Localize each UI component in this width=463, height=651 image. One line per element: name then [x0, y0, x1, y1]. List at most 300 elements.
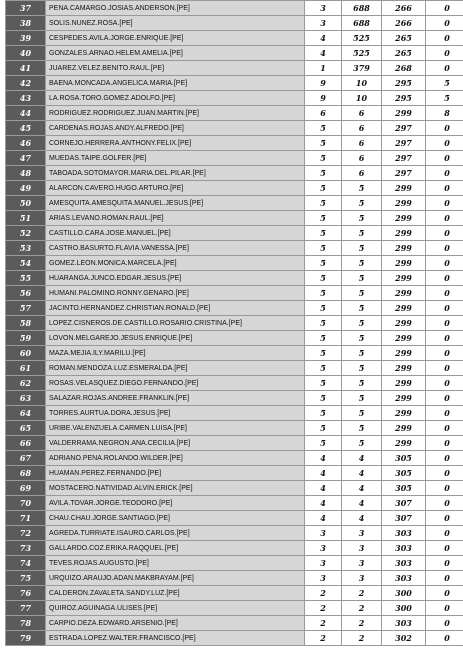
- value-1-cell: 5: [305, 286, 342, 301]
- value-1-cell: 5: [305, 166, 342, 181]
- rank-cell: 71: [6, 511, 46, 526]
- value-2-cell: 6: [342, 106, 382, 121]
- value-2-cell: 4: [342, 511, 382, 526]
- value-3-cell: 299: [382, 436, 426, 451]
- table-row: [6, 571, 463, 586]
- value-3-cell: 299: [382, 316, 426, 331]
- value-1-cell: 5: [305, 196, 342, 211]
- table-row: [6, 436, 463, 451]
- player-name-cell: AGREDA.TURRIATE.ISAURO.CARLOS.[PE]: [46, 526, 305, 541]
- value-4-cell: 0: [426, 436, 463, 451]
- table-row: [6, 91, 463, 106]
- value-1-cell: 5: [305, 331, 342, 346]
- table-row: [6, 541, 463, 556]
- value-3-cell: 299: [382, 241, 426, 256]
- table-row: [6, 316, 463, 331]
- value-1-cell: 5: [305, 316, 342, 331]
- table-row: [6, 301, 463, 316]
- rank-cell: 41: [6, 61, 46, 76]
- player-name-cell: GOMEZ.LEON.MONICA.MARCELA.[PE]: [46, 256, 305, 271]
- value-3-cell: 295: [382, 76, 426, 91]
- value-1-cell: 2: [305, 601, 342, 616]
- value-4-cell: 0: [426, 571, 463, 586]
- table-row: [6, 61, 463, 76]
- value-3-cell: 297: [382, 121, 426, 136]
- table-row: [6, 616, 463, 631]
- value-4-cell: 0: [426, 451, 463, 466]
- player-name-cell: GONZALES.ARNAO.HELEM.AMELIA.[PE]: [46, 46, 305, 61]
- results-table-body: [6, 1, 463, 646]
- rank-cell: 62: [6, 376, 46, 391]
- player-name-cell: ADRIANO.PENA.ROLANDO.WILDER.[PE]: [46, 451, 305, 466]
- rank-cell: 69: [6, 481, 46, 496]
- value-1-cell: 2: [305, 586, 342, 601]
- value-4-cell: 0: [426, 256, 463, 271]
- player-name-cell: GALLARDO.COZ.ERIKA.RAQQUEL.[PE]: [46, 541, 305, 556]
- value-2-cell: 3: [342, 526, 382, 541]
- value-3-cell: 297: [382, 136, 426, 151]
- table-row: [6, 376, 463, 391]
- value-4-cell: 0: [426, 511, 463, 526]
- player-name-cell: HUARANGA.JUNCO.EDGAR.JESUS.[PE]: [46, 271, 305, 286]
- table-row: [6, 451, 463, 466]
- rank-cell: 45: [6, 121, 46, 136]
- value-2-cell: 4: [342, 481, 382, 496]
- value-2-cell: 525: [342, 46, 382, 61]
- value-1-cell: 3: [305, 541, 342, 556]
- value-1-cell: 5: [305, 241, 342, 256]
- rank-cell: 43: [6, 91, 46, 106]
- value-3-cell: 297: [382, 166, 426, 181]
- value-1-cell: 4: [305, 466, 342, 481]
- rank-cell: 70: [6, 496, 46, 511]
- value-2-cell: 5: [342, 241, 382, 256]
- value-2-cell: 10: [342, 76, 382, 91]
- player-name-cell: MOSTACERO.NATIVIDAD.ALVIN.ERICK.[PE]: [46, 481, 305, 496]
- value-3-cell: 299: [382, 196, 426, 211]
- value-1-cell: 5: [305, 436, 342, 451]
- value-3-cell: 265: [382, 46, 426, 61]
- table-row: [6, 511, 463, 526]
- table-row: [6, 241, 463, 256]
- player-name-cell: URQUIZO.ARAUJO.ADAN.MAKBRAYAM.[PE]: [46, 571, 305, 586]
- value-1-cell: 5: [305, 211, 342, 226]
- player-name-cell: MUEDAS.TAIPE.GOLFER.[PE]: [46, 151, 305, 166]
- value-3-cell: 299: [382, 406, 426, 421]
- value-2-cell: 5: [342, 181, 382, 196]
- table-row: [6, 526, 463, 541]
- player-name-cell: CORNEJO.HERRERA.ANTHONY.FELIX.[PE]: [46, 136, 305, 151]
- rank-cell: 42: [6, 76, 46, 91]
- table-row: [6, 466, 463, 481]
- player-name-cell: ROSAS.VELASQUEZ.DIEGO.FERNANDO.[PE]: [46, 376, 305, 391]
- rank-cell: 54: [6, 256, 46, 271]
- value-3-cell: 305: [382, 481, 426, 496]
- value-2-cell: 5: [342, 226, 382, 241]
- value-2-cell: 5: [342, 406, 382, 421]
- value-1-cell: 5: [305, 136, 342, 151]
- player-name-cell: MAZA.MEJIA.ILY.MARILU.[PE]: [46, 346, 305, 361]
- value-2-cell: 4: [342, 466, 382, 481]
- table-row: [6, 631, 463, 646]
- player-name-cell: CESPEDES.AVILA.JORGE.ENRIQUE.[PE]: [46, 31, 305, 46]
- rank-cell: 67: [6, 451, 46, 466]
- rank-cell: 64: [6, 406, 46, 421]
- rank-cell: 59: [6, 331, 46, 346]
- value-2-cell: 5: [342, 346, 382, 361]
- player-name-cell: CHAU.CHAU.JORGE.SANTIAGO.[PE]: [46, 511, 305, 526]
- value-4-cell: 0: [426, 226, 463, 241]
- value-3-cell: 299: [382, 226, 426, 241]
- player-name-cell: LOPEZ.CISNEROS.DE.CASTILLO.ROSARIO.CRISTINA.[PE]: [46, 316, 305, 331]
- value-4-cell: 0: [426, 631, 463, 646]
- value-1-cell: 5: [305, 301, 342, 316]
- value-1-cell: 3: [305, 571, 342, 586]
- value-4-cell: 0: [426, 361, 463, 376]
- value-4-cell: 0: [426, 376, 463, 391]
- value-1-cell: 9: [305, 76, 342, 91]
- value-3-cell: 299: [382, 346, 426, 361]
- value-2-cell: 688: [342, 16, 382, 31]
- player-name-cell: RODRIGUEZ.RODRIGUEZ.JUAN.MARTIN.[PE]: [46, 106, 305, 121]
- rank-cell: 56: [6, 286, 46, 301]
- table-row: [6, 346, 463, 361]
- value-4-cell: 5: [426, 76, 463, 91]
- value-3-cell: 299: [382, 331, 426, 346]
- player-name-cell: CALDERON.ZAVALETA.SANDY.LUZ.[PE]: [46, 586, 305, 601]
- player-name-cell: ARIAS.LEVANO.ROMAN.RAUL.[PE]: [46, 211, 305, 226]
- value-1-cell: 4: [305, 511, 342, 526]
- value-3-cell: 295: [382, 91, 426, 106]
- rank-cell: 72: [6, 526, 46, 541]
- value-1-cell: 5: [305, 271, 342, 286]
- value-3-cell: 299: [382, 361, 426, 376]
- rank-cell: 50: [6, 196, 46, 211]
- table-row: [6, 196, 463, 211]
- player-name-cell: LOVON.MELGAREJO.JESUS.ENRIQUE.[PE]: [46, 331, 305, 346]
- table-row: [6, 121, 463, 136]
- value-4-cell: 0: [426, 1, 463, 16]
- player-name-cell: HUAMAN.PEREZ.FERNANDO.[PE]: [46, 466, 305, 481]
- value-3-cell: 299: [382, 271, 426, 286]
- value-2-cell: 6: [342, 121, 382, 136]
- player-name-cell: CASTILLO.CARA.JOSE.MANUEL.[PE]: [46, 226, 305, 241]
- value-2-cell: 6: [342, 136, 382, 151]
- value-4-cell: 0: [426, 316, 463, 331]
- table-row: [6, 361, 463, 376]
- player-name-cell: BAENA.MONCADA.ANGELICA.MARIA.[PE]: [46, 76, 305, 91]
- value-4-cell: 0: [426, 391, 463, 406]
- rank-cell: 38: [6, 16, 46, 31]
- value-3-cell: 307: [382, 496, 426, 511]
- value-1-cell: 5: [305, 421, 342, 436]
- rank-cell: 66: [6, 436, 46, 451]
- value-4-cell: 0: [426, 31, 463, 46]
- value-1-cell: 3: [305, 556, 342, 571]
- table-row: [6, 256, 463, 271]
- value-1-cell: 4: [305, 451, 342, 466]
- rank-cell: 49: [6, 181, 46, 196]
- value-1-cell: 5: [305, 346, 342, 361]
- value-1-cell: 5: [305, 361, 342, 376]
- value-1-cell: 1: [305, 61, 342, 76]
- value-3-cell: 305: [382, 451, 426, 466]
- value-4-cell: 0: [426, 286, 463, 301]
- player-name-cell: TORRES.AURTUA.DORA.JESUS.[PE]: [46, 406, 305, 421]
- value-4-cell: 0: [426, 271, 463, 286]
- rank-cell: 53: [6, 241, 46, 256]
- rank-cell: 44: [6, 106, 46, 121]
- table-row: [6, 601, 463, 616]
- rank-cell: 78: [6, 616, 46, 631]
- value-2-cell: 2: [342, 616, 382, 631]
- table-row: [6, 151, 463, 166]
- table-row: [6, 391, 463, 406]
- value-1-cell: 4: [305, 481, 342, 496]
- table-row: [6, 166, 463, 181]
- value-4-cell: 0: [426, 421, 463, 436]
- table-row: [6, 286, 463, 301]
- value-4-cell: 0: [426, 301, 463, 316]
- value-3-cell: 300: [382, 586, 426, 601]
- player-name-cell: JUAREZ.VELEZ.BENITO.RAUL.[PE]: [46, 61, 305, 76]
- value-4-cell: 0: [426, 346, 463, 361]
- value-1-cell: 4: [305, 46, 342, 61]
- value-4-cell: 0: [426, 586, 463, 601]
- value-2-cell: 5: [342, 301, 382, 316]
- value-2-cell: 379: [342, 61, 382, 76]
- value-3-cell: 299: [382, 256, 426, 271]
- rank-cell: 77: [6, 601, 46, 616]
- value-3-cell: 299: [382, 106, 426, 121]
- table-row: [6, 421, 463, 436]
- player-name-cell: CARDENAS.ROJAS.ANDY.ALFREDO.[PE]: [46, 121, 305, 136]
- value-3-cell: 307: [382, 511, 426, 526]
- value-4-cell: 0: [426, 166, 463, 181]
- value-3-cell: 303: [382, 526, 426, 541]
- value-1-cell: 3: [305, 1, 342, 16]
- value-4-cell: 0: [426, 211, 463, 226]
- table-row: [6, 106, 463, 121]
- value-2-cell: 5: [342, 286, 382, 301]
- rank-cell: 75: [6, 571, 46, 586]
- value-2-cell: 2: [342, 586, 382, 601]
- value-4-cell: 0: [426, 406, 463, 421]
- value-4-cell: 0: [426, 466, 463, 481]
- value-2-cell: 3: [342, 556, 382, 571]
- table-row: [6, 76, 463, 91]
- value-2-cell: 5: [342, 376, 382, 391]
- value-2-cell: 6: [342, 166, 382, 181]
- table-row: [6, 271, 463, 286]
- rank-cell: 63: [6, 391, 46, 406]
- value-1-cell: 5: [305, 121, 342, 136]
- table-row: [6, 46, 463, 61]
- value-2-cell: 10: [342, 91, 382, 106]
- value-2-cell: 5: [342, 316, 382, 331]
- rank-cell: 58: [6, 316, 46, 331]
- value-2-cell: 3: [342, 571, 382, 586]
- value-1-cell: 4: [305, 496, 342, 511]
- value-3-cell: 303: [382, 556, 426, 571]
- value-4-cell: 0: [426, 121, 463, 136]
- value-2-cell: 4: [342, 496, 382, 511]
- rank-cell: 39: [6, 31, 46, 46]
- value-2-cell: 5: [342, 211, 382, 226]
- rank-cell: 37: [6, 1, 46, 16]
- player-name-cell: PENA.CAMARGO.JOSIAS.ANDERSON.[PE]: [46, 1, 305, 16]
- value-4-cell: 0: [426, 616, 463, 631]
- value-1-cell: 2: [305, 616, 342, 631]
- value-1-cell: 5: [305, 256, 342, 271]
- value-3-cell: 268: [382, 61, 426, 76]
- value-1-cell: 9: [305, 91, 342, 106]
- player-name-cell: CARPIO.DEZA.EDWARD.ARSENIO.[PE]: [46, 616, 305, 631]
- value-3-cell: 266: [382, 1, 426, 16]
- value-3-cell: 299: [382, 301, 426, 316]
- value-1-cell: 2: [305, 631, 342, 646]
- value-2-cell: 4: [342, 451, 382, 466]
- player-name-cell: SOLIS.NUNEZ.ROSA.[PE]: [46, 16, 305, 31]
- value-4-cell: 0: [426, 151, 463, 166]
- player-name-cell: VALDERRAMA.NEGRON.ANA.CECILIA.[PE]: [46, 436, 305, 451]
- value-2-cell: 5: [342, 391, 382, 406]
- rank-cell: 73: [6, 541, 46, 556]
- table-row: [6, 211, 463, 226]
- value-2-cell: 2: [342, 631, 382, 646]
- rank-cell: 40: [6, 46, 46, 61]
- value-2-cell: 6: [342, 151, 382, 166]
- value-1-cell: 5: [305, 376, 342, 391]
- value-4-cell: 0: [426, 136, 463, 151]
- rank-cell: 68: [6, 466, 46, 481]
- rank-cell: 79: [6, 631, 46, 646]
- value-2-cell: 5: [342, 331, 382, 346]
- value-3-cell: 299: [382, 421, 426, 436]
- value-4-cell: 0: [426, 331, 463, 346]
- value-4-cell: 0: [426, 556, 463, 571]
- table-row: [6, 136, 463, 151]
- value-3-cell: 302: [382, 631, 426, 646]
- value-1-cell: 5: [305, 181, 342, 196]
- player-name-cell: QUIROZ.AGUINAGA.ULISES.[PE]: [46, 601, 305, 616]
- rank-cell: 74: [6, 556, 46, 571]
- rank-cell: 60: [6, 346, 46, 361]
- value-3-cell: 265: [382, 31, 426, 46]
- table-row: [6, 226, 463, 241]
- value-1-cell: 6: [305, 106, 342, 121]
- value-2-cell: 688: [342, 1, 382, 16]
- value-4-cell: 0: [426, 496, 463, 511]
- value-3-cell: 303: [382, 541, 426, 556]
- rank-cell: 46: [6, 136, 46, 151]
- value-4-cell: 0: [426, 196, 463, 211]
- table-row: [6, 331, 463, 346]
- value-4-cell: 0: [426, 526, 463, 541]
- value-2-cell: 3: [342, 541, 382, 556]
- value-1-cell: 5: [305, 391, 342, 406]
- value-4-cell: 0: [426, 481, 463, 496]
- player-name-cell: AMESQUITA.AMESQUITA.MANUEL.JESUS.[PE]: [46, 196, 305, 211]
- value-2-cell: 5: [342, 256, 382, 271]
- table-row: [6, 496, 463, 511]
- value-3-cell: 299: [382, 391, 426, 406]
- value-3-cell: 299: [382, 286, 426, 301]
- rank-cell: 65: [6, 421, 46, 436]
- value-4-cell: 0: [426, 241, 463, 256]
- value-4-cell: 5: [426, 91, 463, 106]
- value-3-cell: 300: [382, 601, 426, 616]
- table-row: [6, 1, 463, 16]
- value-2-cell: 5: [342, 271, 382, 286]
- value-2-cell: 2: [342, 601, 382, 616]
- table-row: [6, 556, 463, 571]
- value-1-cell: 5: [305, 226, 342, 241]
- table-row: [6, 406, 463, 421]
- value-2-cell: 5: [342, 436, 382, 451]
- rank-cell: 57: [6, 301, 46, 316]
- rank-cell: 47: [6, 151, 46, 166]
- value-4-cell: 0: [426, 181, 463, 196]
- rank-cell: 51: [6, 211, 46, 226]
- player-name-cell: JACINTO.HERNANDEZ.CHRISTIAN.RONALD.[PE]: [46, 301, 305, 316]
- value-4-cell: 8: [426, 106, 463, 121]
- value-4-cell: 0: [426, 61, 463, 76]
- results-table: [5, 0, 463, 646]
- table-row: [6, 181, 463, 196]
- rank-cell: 48: [6, 166, 46, 181]
- player-name-cell: CASTRO.BASURTO.FLAVIA.VANESSA.[PE]: [46, 241, 305, 256]
- value-3-cell: 299: [382, 376, 426, 391]
- value-1-cell: 5: [305, 151, 342, 166]
- rank-cell: 76: [6, 586, 46, 601]
- value-1-cell: 4: [305, 31, 342, 46]
- value-3-cell: 305: [382, 466, 426, 481]
- player-name-cell: URIBE.VALENZUELA.CARMEN.LUISA.[PE]: [46, 421, 305, 436]
- value-1-cell: 3: [305, 16, 342, 31]
- value-2-cell: 525: [342, 31, 382, 46]
- value-3-cell: 299: [382, 211, 426, 226]
- results-sheet: [5, 0, 459, 646]
- value-3-cell: 299: [382, 181, 426, 196]
- player-name-cell: ALARCON.CAVERO.HUGO.ARTURO.[PE]: [46, 181, 305, 196]
- value-4-cell: 0: [426, 541, 463, 556]
- player-name-cell: TEVES.ROJAS.AUGUSTO.[PE]: [46, 556, 305, 571]
- player-name-cell: LA.ROSA.TORO.GOMEZ.ADOLFO.[PE]: [46, 91, 305, 106]
- value-2-cell: 5: [342, 361, 382, 376]
- player-name-cell: ROMAN.MENDOZA.LUZ.ESMERALDA.[PE]: [46, 361, 305, 376]
- value-4-cell: 0: [426, 601, 463, 616]
- table-row: [6, 586, 463, 601]
- rank-cell: 52: [6, 226, 46, 241]
- value-2-cell: 5: [342, 421, 382, 436]
- rank-cell: 55: [6, 271, 46, 286]
- player-name-cell: ESTRADA.LOPEZ.WALTER.FRANCISCO.[PE]: [46, 631, 305, 646]
- value-2-cell: 5: [342, 196, 382, 211]
- table-row: [6, 31, 463, 46]
- table-row: [6, 16, 463, 31]
- value-3-cell: 303: [382, 571, 426, 586]
- value-3-cell: 297: [382, 151, 426, 166]
- table-row: [6, 481, 463, 496]
- value-1-cell: 5: [305, 406, 342, 421]
- player-name-cell: HUMANI.PALOMINO.RONNY.GENARO.[PE]: [46, 286, 305, 301]
- rank-cell: 61: [6, 361, 46, 376]
- value-4-cell: 0: [426, 16, 463, 31]
- player-name-cell: TABOADA.SOTOMAYOR.MARIA.DEL.PILAR.[PE]: [46, 166, 305, 181]
- value-3-cell: 266: [382, 16, 426, 31]
- value-1-cell: 3: [305, 526, 342, 541]
